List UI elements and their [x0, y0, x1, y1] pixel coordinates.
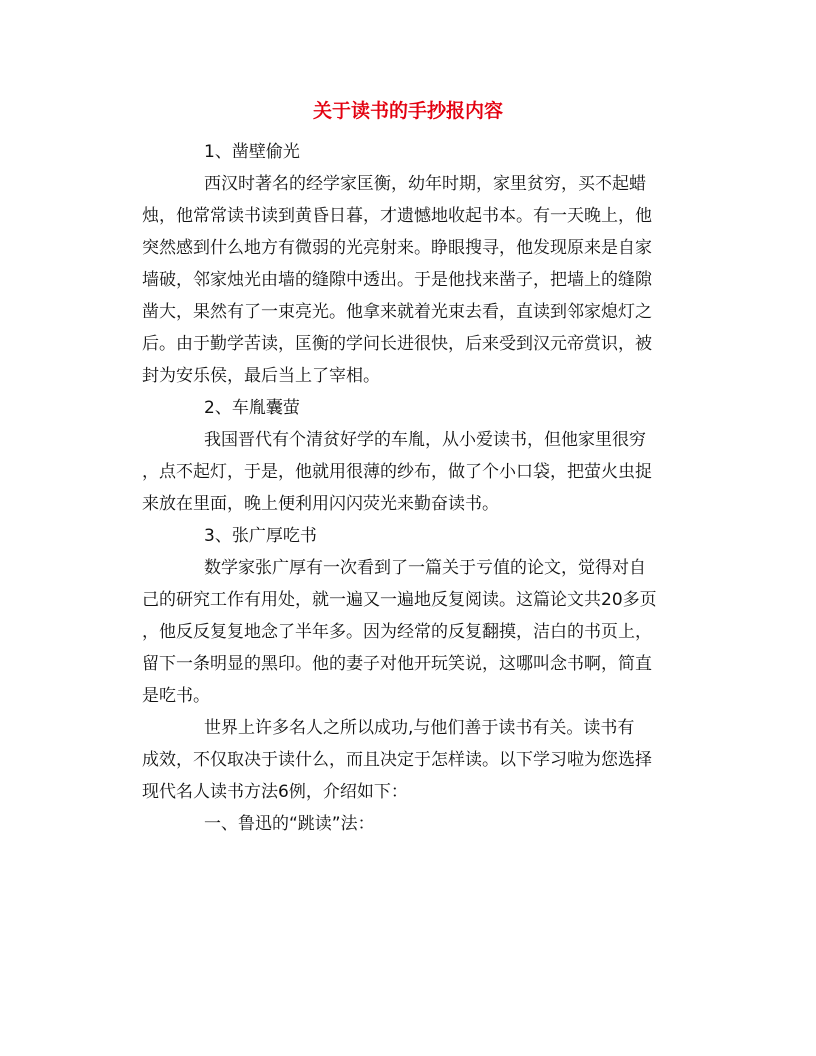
paragraph-line: 封为安乐侯，最后当上了宰相。: [142, 366, 380, 386]
paragraph-line: 数学家张广厚有一次看到了一篇关于亏值的论文，觉得对自: [204, 558, 646, 578]
document-body: [142, 136, 688, 840]
paragraph-line: 后。由于勤学苦读，匡衡的学问长进很快，后来受到汉元帝赏识，被: [142, 334, 652, 354]
paragraph-line: 烛，他常常读书读到黄昏日暮，才遗憾地收起书本。有一天晚上，他: [142, 206, 652, 226]
section-heading-2: 2、车胤囊萤: [204, 398, 300, 418]
document-title: 关于读书的手抄报内容: [312, 100, 503, 122]
paragraph-line: 墙破，邻家烛光由墙的缝隙中透出。于是他找来凿子，把墙上的缝隙: [142, 270, 652, 290]
paragraph-line: ，他反反复复地念了半年多。因为经常的反复翻摸，洁白的书页上，: [142, 622, 652, 642]
section-heading-1: 1、凿壁偷光: [204, 142, 300, 162]
paragraph-line: 西汉时著名的经学家匡衡，幼年时期，家里贫穷，买不起蜡: [204, 174, 646, 194]
paragraph-line: ，点不起灯，于是，他就用很薄的纱布，做了个小口袋，把萤火虫捉: [142, 462, 652, 482]
paragraph-line: 来放在里面，晚上便利用闪闪荧光来勤奋读书。: [142, 494, 499, 514]
paragraph-line: 现代名人读书方法6例，介绍如下：: [142, 782, 408, 802]
section-heading-4: 一、鲁迅的“跳读”法：: [204, 814, 375, 834]
paragraph-line: 凿大，果然有了一束亮光。他拿来就着光束去看，直读到邻家熄灯之: [142, 302, 652, 322]
paragraph-line: 成效，不仅取决于读什么，而且决定于怎样读。以下学习啦为您选择: [142, 750, 652, 770]
paragraph-line: 突然感到什么地方有微弱的光亮射来。睁眼搜寻，他发现原来是自家: [142, 238, 652, 258]
paragraph-line: 留下一条明显的黑印。他的妻子对他开玩笑说，这哪叫念书啊，简直: [142, 654, 652, 674]
paragraph-line: 我国晋代有个清贫好学的车胤，从小爱读书，但他家里很穷: [204, 430, 646, 450]
paragraph-line: 世界上许多名人之所以成功,与他们善于读书有关。读书有: [204, 718, 635, 738]
section-heading-3: 3、张广厚吃书: [204, 526, 317, 546]
paragraph-line: 己的研究工作有用处，就一遍又一遍地反复阅读。这篇论文共20多页: [142, 590, 657, 610]
paragraph-line: 是吃书。: [142, 686, 210, 706]
